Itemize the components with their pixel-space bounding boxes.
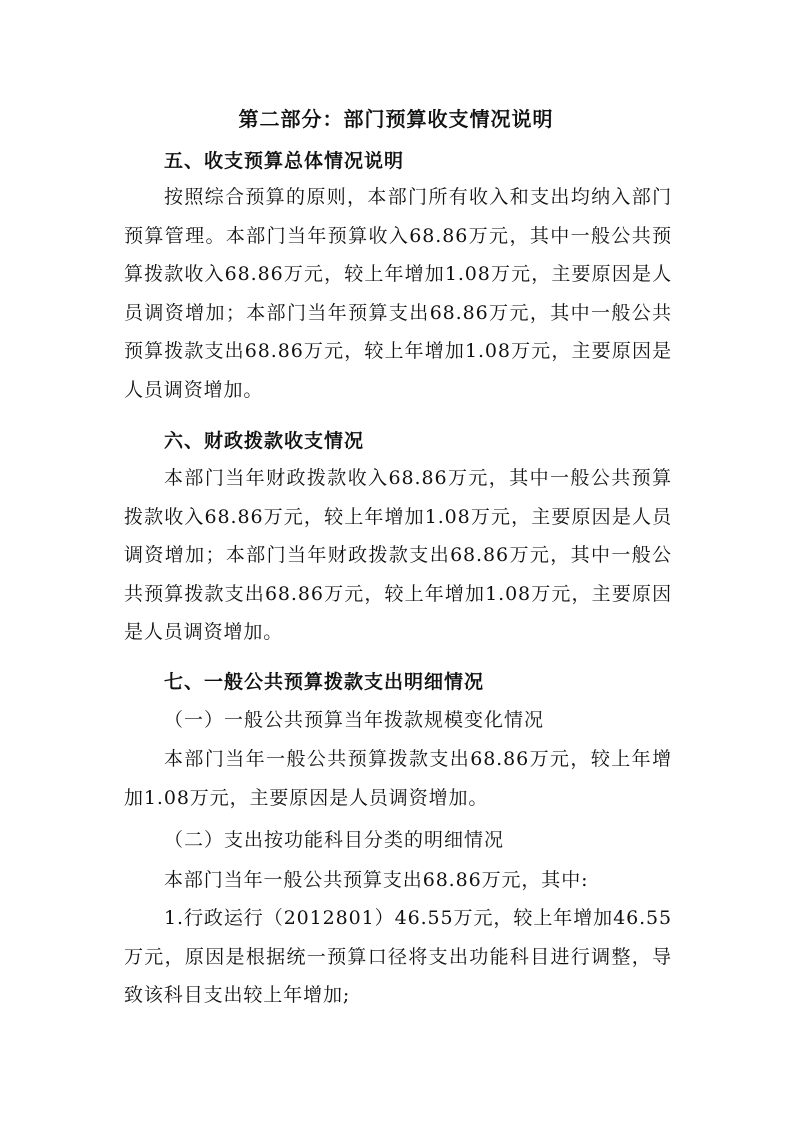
page-title: 第二部分：部门预算收支情况说明: [238, 107, 554, 131]
subsection-heading-7-2: （二）支出按功能科目分类的明细情况: [164, 829, 505, 851]
section-heading-7: 七、一般公共预算拨款支出明细情况: [164, 671, 485, 693]
subsection-7-2-intro: 本部门当年一般公共预算支出68.86万元，其中:: [164, 869, 589, 891]
section-heading-6: 六、财政拨款收支情况: [164, 430, 365, 452]
section-5-paragraph: 按照综合预算的原则，本部门所有收入和支出均纳入部门预算管理。本部门当年预算收入68.86万元，其中一般公共预算拨款收入68.86万元，较上年增加1.08万元，主要原因是人员调资增加；本部门当年预算支出68.86万元，其中一般公共预算拨款支出68.86万元，较上年增加1.08万元，主要原因是人员调资增加。: [124, 186, 672, 401]
section-6-paragraph: 本部门当年财政拨款收入68.86万元，其中一般公共预算拨款收入68.86万元，较上年增加1.08万元，主要原因是人员调资增加；本部门当年财政拨款支出68.86万元，其中一般公共预算拨款支出68.86万元，较上年增加1.08万元，主要原因是人员调资增加。: [124, 467, 672, 643]
section-heading-5: 五、收支预算总体情况说明: [164, 150, 405, 172]
list-item-1: 1.行政运行（2012801）46.55万元，较上年增加46.55万元，原因是根据统一预算口径将支出功能科目进行调整，导致该科目支出较上年增加;: [124, 907, 672, 1006]
subsection-7-1-paragraph: 本部门当年一般公共预算拨款支出68.86万元，较上年增加1.08万元，主要原因是人员调资增加。: [124, 748, 672, 809]
subsection-heading-7-1: （一）一般公共预算当年拨款规模变化情况: [164, 709, 545, 731]
